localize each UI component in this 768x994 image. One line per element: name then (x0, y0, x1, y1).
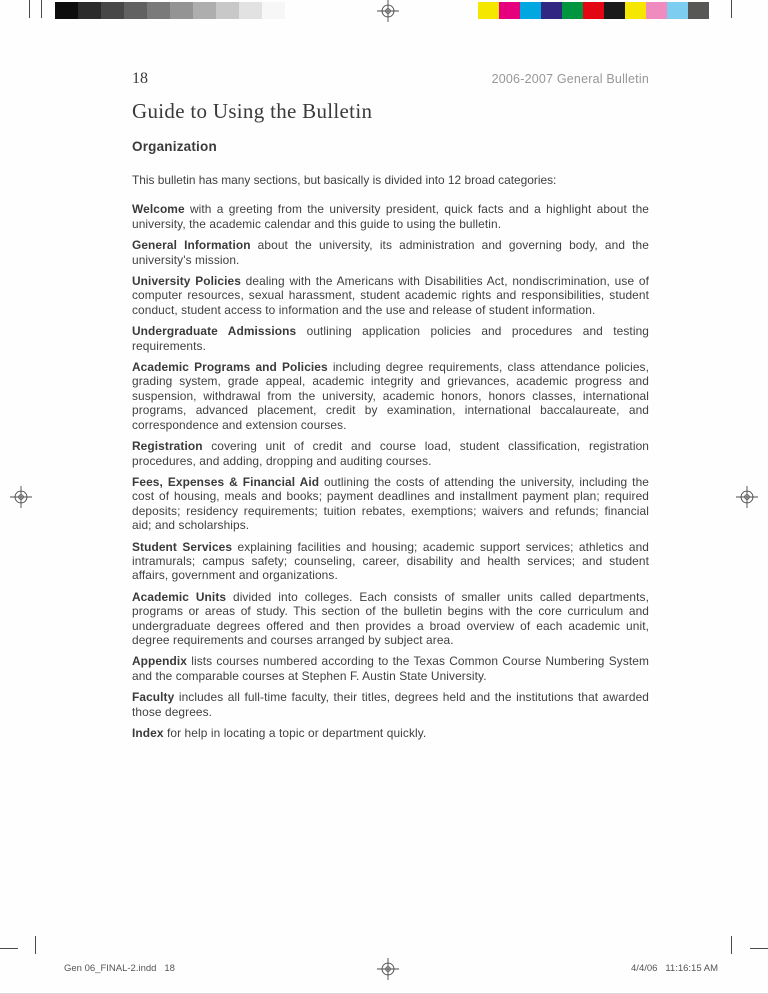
category-lead: Undergraduate Admissions (132, 324, 297, 339)
crop-mark (35, 936, 36, 954)
category-lead: Fees, Expenses & Financial Aid (132, 474, 320, 489)
page-title: Guide to Using the Bulletin (132, 99, 373, 123)
category-paragraph: Student Services explaining facilities and housing; academic support services; athletics and intramurals; campus safety; counseling, career, disability and health services; and student affairs, government and organizations. (132, 539, 649, 583)
color-bar (478, 2, 709, 19)
registration-mark-icon (736, 486, 758, 508)
category-lead: Welcome (132, 202, 185, 217)
category-lead: Index (132, 726, 164, 740)
crop-mark (750, 948, 768, 949)
grayscale-bar (55, 2, 285, 19)
category-lead: Appendix (132, 654, 187, 669)
color-swatch (478, 2, 499, 19)
grayscale-swatch (193, 2, 216, 19)
category-lead: Faculty (132, 690, 175, 705)
crop-mark (41, 0, 42, 18)
color-swatch (520, 2, 541, 19)
crop-mark (731, 936, 732, 954)
grayscale-swatch (147, 2, 170, 19)
category-paragraph: Academic Programs and Policies including degree requirements, class attendance policies, grading system, grade appeal, academic integrity and grievances, academic progress and suspension, withdrawal from the university, academic honors, honors classes, international programs, advanced placement, credit by examination, international baccalaureate, and correspondence and extension courses. (132, 360, 649, 432)
category-paragraph: Appendix lists courses numbered according to the Texas Common Course Numbering System and the comparable courses at Stephen F. Austin State University. (132, 654, 649, 683)
color-swatch (499, 2, 520, 19)
registration-mark-icon (377, 958, 399, 980)
category-lead: Academic Programs and Policies (132, 360, 328, 375)
color-swatch (562, 2, 583, 19)
crop-mark (29, 0, 30, 18)
grayscale-swatch (101, 2, 124, 19)
grayscale-swatch (78, 2, 101, 19)
color-swatch (541, 2, 562, 19)
color-swatch (625, 2, 646, 19)
color-swatch (688, 2, 709, 19)
grayscale-swatch (55, 2, 78, 19)
section-heading: Organization (132, 139, 217, 154)
intro-paragraph: This bulletin has many sections, but basically is divided into 12 broad categories: (132, 173, 557, 187)
running-header-title: 2006-2007 General Bulletin (491, 72, 649, 86)
category-lead: Registration (132, 439, 203, 454)
category-paragraph: Faculty includes all full-time faculty, their titles, degrees held and the institutions that awarded those degrees. (132, 690, 649, 719)
crop-mark (731, 0, 732, 18)
page-number: 18 (132, 70, 148, 87)
registration-mark-icon (10, 486, 32, 508)
category-lead: Academic Units (132, 589, 227, 604)
category-lead: General Information (132, 238, 251, 253)
running-header (132, 70, 649, 88)
color-swatch (646, 2, 667, 19)
registration-mark-icon (377, 0, 399, 22)
page-content (132, 70, 649, 747)
grayscale-swatch (124, 2, 147, 19)
footer-datetime: 4/4/06 11:16:15 AM (631, 963, 718, 974)
grayscale-swatch (239, 2, 262, 19)
category-paragraph: Fees, Expenses & Financial Aid outlining the costs of attending the university, including the cost of housing, meals and books; payment deadlines and installment payment plan; required deposits; residency requirements; tuition rebates, exemptions; waivers and refunds; financial aid; and scholarships. (132, 474, 650, 533)
category-paragraph: General Information about the university, its administration and governing body, and the university's mission. (132, 238, 649, 267)
color-swatch (604, 2, 625, 19)
category-paragraph: Index for help in locating a topic or department quickly. (132, 726, 427, 740)
grayscale-swatch (262, 2, 285, 19)
color-swatch (583, 2, 604, 19)
grayscale-swatch (170, 2, 193, 19)
color-swatch (667, 2, 688, 19)
category-paragraph: University Policies dealing with the Americans with Disabilities Act, nondiscrimination, use of computer resources, sexual harassment, student academic rights and responsibilities, student conduct, student access to information and the use and release of student information. (132, 274, 649, 317)
category-paragraphs (132, 202, 649, 740)
grayscale-swatch (216, 2, 239, 19)
category-paragraph: Undergraduate Admissions outlining application policies and procedures and testing requirements. (132, 324, 649, 353)
category-lead: Student Services (132, 539, 233, 554)
category-paragraph: Registration covering unit of credit and course load, student classification, registration procedures, and adding, dropping and auditing courses. (132, 439, 649, 468)
footer-file-slug: Gen 06_FINAL-2.indd 18 (64, 963, 175, 974)
category-paragraph: Welcome with a greeting from the university president, quick facts and a highlight about the university, the academic calendar and this guide to using the bulletin. (132, 202, 649, 231)
category-lead: University Policies (132, 274, 241, 289)
crop-mark (0, 948, 18, 949)
category-paragraph: Academic Units divided into colleges. Each consists of smaller units called departments, programs or areas of study. This section of the bulletin begins with the core curriculum and undergraduate degrees offered and then provides a broad overview of each academic unit, degree requirements and courses arranged by subject area. (132, 589, 650, 647)
